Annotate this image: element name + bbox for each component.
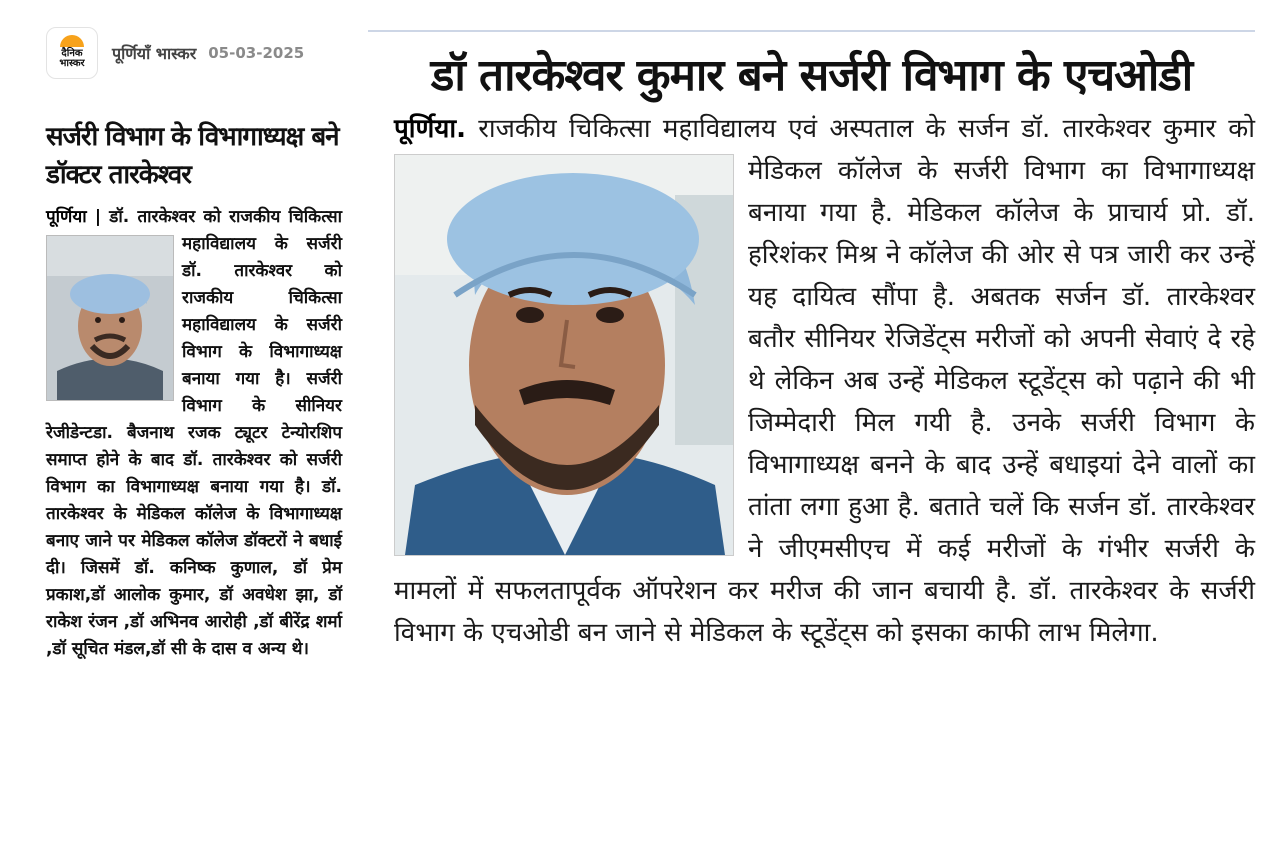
main-headline: डॉ तारकेश्वर कुमार बने सर्जरी विभाग के एचओडी — [430, 50, 1193, 101]
left-dateline: पूर्णिया | — [46, 207, 102, 227]
main-article-column — [368, 30, 1255, 654]
doctor-photo-large — [394, 154, 734, 556]
dainik-bhaskar-logo — [46, 27, 98, 79]
left-body-text: डॉ. तारकेश्वर को राजकीय चिकित्सा महाविद्यालय के सर्जरी विभाग के विभागाध्यक्ष बनाया गया है। सर्जरी विभाग के सीनियर रेजीडेन्टडा. बैजनाथ रजक ट्यूटर टेन्योरशिप समाप्त होने के बाद डॉ. तारकेश्वर को सर्जरी विभाग का विभागाध्यक्ष बनाया गया है। डॉ. तारकेश्वर के मेडिकल कॉलेज के विभागाध्यक्ष बनाए जाने पर मेडिकल कॉलेज डॉक्टरों ने बधाई दी। जिसमें डॉ. कनिष्क कुणाल, डॉ प्रेम प्रकाश,डॉ आलोक कुमार, डॉ अवधेश झा, डॉ राकेश रंजन ,डॉ अभिनव आरोही ,डॉ बीरेंद्र शर्मा ,डॉ सूचित मंडल,डॉ सी के दास व अन्य थे। — [46, 261, 342, 659]
left-article-column — [46, 24, 342, 663]
left-article-body — [46, 204, 342, 663]
main-article-body — [368, 108, 1255, 654]
top-rule — [368, 30, 1255, 32]
masthead — [46, 24, 342, 82]
sun-icon — [60, 35, 84, 47]
main-intro-text: राजकीय चिकित्सा महाविद्यालय एवं अस्पताल के सर्जन डॉ. — [466, 114, 1051, 144]
left-intro-text: डॉ. तारकेश्वर को राजकीय चिकित्सा महाविद्यालय के सर्जरी — [101, 207, 342, 254]
publication-date: 05-03-2025 — [208, 44, 305, 62]
left-headline: सर्जरी विभाग के विभागाध्यक्ष बने डॉक्टर तारकेश्वर — [46, 122, 339, 190]
main-dateline: पूर्णिया. — [394, 114, 466, 144]
doctor-photo-small — [46, 235, 174, 401]
main-body-text: तारकेश्वर कुमार को मेडिकल कॉलेज के सर्जरी विभाग का विभागाध्यक्ष बनाया गया है. मेडिकल कॉलेज के प्राचार्य प्रो. डॉ. हरिशंकर मिश्र ने कॉलेज की ओर से पत्र जारी कर उन्हें यह दायित्व सौंपा है. अबतक सर्जन डॉ. तारकेश्वर बतौर सीनियर रेजिडेंट्स मरीजों को अपनी सेवाएं दे रहे थे लेकिन अब उन्हें मेडिकल स्टूडेंट्स को पढ़ाने की भी जिम्मेदारी मिल गयी है. उनके सर्जरी विभाग के विभागाध्यक्ष बनने के बाद उन्हें बधाइयां देने वालों का तांता लगा हुआ है. बताते चलें कि सर्जन डॉ. तारकेश्वर ने जीएमसीएच में कई मरीजों के गंभीर सर्जरी के मामलों में सफलतापूर्वक ऑपरेशन कर मरीज की जान बचायी है. डॉ. तारकेश्वर के सर्जरी विभाग के एचओडी बन जाने से मेडिकल के स्टूडेंट्स को इसका काफी लाभ मिलेगा. — [394, 114, 1256, 648]
publication-name: पूर्णियाँ भास्कर — [112, 44, 197, 63]
logo-text: दैनिक भास्कर — [59, 48, 85, 69]
